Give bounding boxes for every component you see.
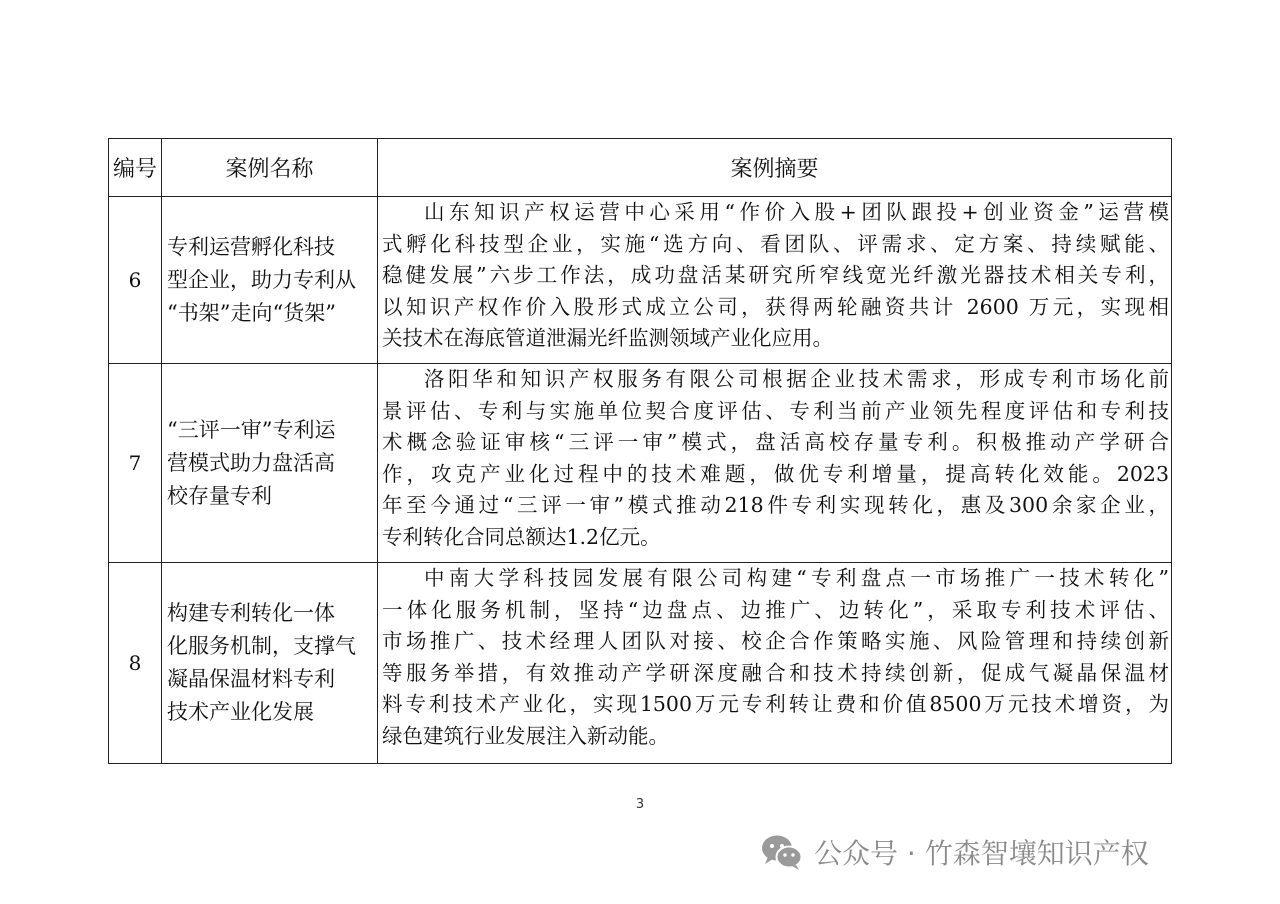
case-name-line: 构建专利转化一体 (167, 601, 335, 625)
table-row (109, 563, 1172, 764)
case-name-line: 凝晶保温材料专利 (167, 667, 335, 691)
case-name-line: 营模式助力盘活高 (167, 450, 335, 475)
case-number: 8 (109, 563, 162, 764)
summary-line: 中南大学科技园发展有限公司构建“专利盘点一市场推广一技术转化” (424, 566, 1169, 590)
page-number: 3 (635, 797, 645, 812)
summary-line: 关技术在海底管道泄漏光纤监测领域产业化应用。 (382, 326, 833, 350)
summary-line: 等服务举措，有效推动产学研深度融合和技术持续创新，促成气凝晶保温材 (382, 660, 1169, 685)
summary-line: 一体化服务机制，坚持“边盘点、边推广、边转化”，采取专利技术评估、 (382, 597, 1169, 622)
header-case-name: 案例名称 (162, 139, 378, 197)
summary-line: 洛阳华和知识产权服务有限公司根据企业技术需求，形成专利市场化前 (424, 367, 1169, 391)
summary-line: 山东知识产权运营中心采用“作价入股+团队跟投+创业资金”运营模 (424, 200, 1169, 224)
summary-line: 景评估、专利与实施单位契合度评估、专利当前产业领先程度评估和专利技 (382, 398, 1169, 423)
header-number: 编号 (109, 139, 162, 197)
summary-line: 稳健发展”六步工作法，成功盘活某研究所窄线宽光纤激光器技术相关专利， (382, 263, 1169, 287)
summary-line: 专利转化合同总额达1.2亿元。 (382, 524, 661, 549)
case-summary (378, 563, 1172, 764)
case-name-line: 型企业，助力专利从 (167, 267, 356, 292)
table-header-row (109, 139, 1172, 197)
case-summary (378, 197, 1172, 364)
watermark-text: 公众号 · 竹森智壤知识产权 (814, 837, 1149, 870)
case-name-line: “三评一审”专利运 (167, 417, 336, 442)
case-number: 6 (109, 197, 162, 364)
wechat-icon (760, 832, 804, 872)
case-name-line: 校存量专利 (167, 483, 272, 508)
summary-line: 式孵化科技型企业，实施“选方向、看团队、评需求、定方案、持续赋能、 (382, 231, 1169, 256)
table-row (109, 364, 1172, 563)
summary-line: 料专利技术产业化，实现1500万元专利转让费和价值8500万元技术增资，为 (382, 692, 1169, 716)
case-name (162, 364, 378, 563)
summary-line: 市场推广、技术经理人团队对接、校企合作策略实施、风险管理和持续创新 (382, 629, 1169, 653)
case-name-line: 专利运营孵化科技 (167, 234, 335, 259)
summary-line: 年至今通过“三评一审”模式推动218件专利实现转化，惠及300余家企业， (382, 493, 1169, 517)
summary-line: 以知识产权作价入股形式成立公司，获得两轮融资共计 2600 万元，实现相 (382, 294, 1169, 319)
case-name-line: “书架”走向“货架” (167, 300, 336, 325)
watermark (760, 830, 1149, 874)
case-name-line: 化服务机制，支撑气 (167, 634, 356, 658)
case-summary (378, 364, 1172, 563)
case-name-line: 技术产业化发展 (167, 700, 314, 724)
summary-line: 术概念验证审核“三评一审”模式，盘活高校存量专利。积极推动产学研合 (382, 430, 1169, 454)
case-name (162, 197, 378, 364)
case-name (162, 563, 378, 764)
case-table (108, 138, 1172, 764)
header-case-summary: 案例摘要 (378, 139, 1172, 197)
case-number: 7 (109, 364, 162, 563)
summary-line: 绿色建筑行业发展注入新动能。 (382, 723, 669, 748)
table-row (109, 197, 1172, 364)
summary-line: 作，攻克产业化过程中的技术难题，做优专利增量，提高转化效能。2023 (382, 461, 1169, 486)
